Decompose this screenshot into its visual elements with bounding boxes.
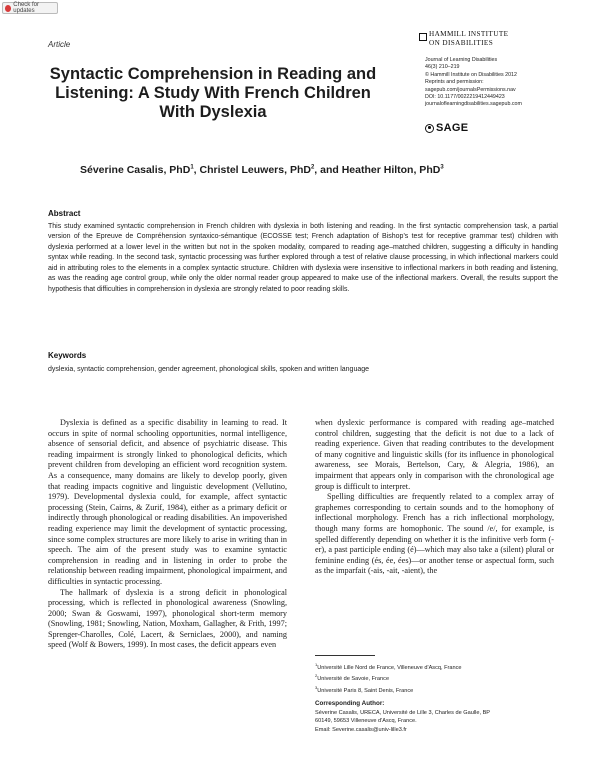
affiliation-footnotes (315, 661, 565, 695)
author-separator: , (193, 164, 200, 176)
update-icon (5, 5, 11, 12)
sage-circle-icon (425, 124, 434, 133)
publisher-logo (429, 30, 569, 47)
journal-info (425, 57, 575, 109)
check-for-updates-label: Check for updates (13, 2, 39, 14)
author-affiliation-mark: 2 (310, 164, 315, 171)
footnote-divider (315, 655, 375, 656)
keywords-text: dyslexia, syntactic comprehension, gender agreement, phonological skills, spoken and written language (48, 366, 370, 373)
publisher-line: HAMMILL INSTITUTE (429, 30, 509, 38)
doi[interactable]: DOI: 10.1177/0022219412449423 (425, 94, 505, 101)
footnote (315, 672, 565, 683)
journal-url[interactable]: journaloflearningdisabilities.sagepub.com (425, 101, 522, 108)
sage-logo-text: SAGE (436, 122, 469, 134)
footnote-text: Université Lille Nord de France, Villeneuve d'Ascq, France (317, 664, 462, 671)
corresponding-address: 60149, 59653 Villeneuve d'Ascq, France. (315, 718, 417, 725)
author-affiliation-mark: 1 (190, 164, 194, 171)
body-paragraph: The hallmark of dyslexia is a strong deficit in phonological processing, which is reflected in phonological awareness (Snowling, 2000; Swan & Goswami, 1997), phonological short-term memory (Snowling, 1981; Snowling, Nation, Moxham, Gallagher, & Frith, 1997; Sprenger-Charolles, Colé, Lacert, & Serniclaes, 2000), and naming speed (Wolf & Bowers, 1999). In most cases, the deficit appears even (48, 587, 287, 650)
corresponding-author (315, 700, 575, 734)
body-column-right (315, 418, 554, 577)
footnote (315, 661, 565, 672)
publisher-line: ON DISABILITIES (429, 38, 494, 47)
author-separator: , and (314, 164, 342, 176)
author-name: Christel Leuwers, PhD (199, 164, 311, 176)
footnote-number: 3 (315, 684, 318, 690)
permissions-link[interactable]: sagepub.com/journalsPermissions.nav (425, 86, 516, 93)
sage-logo (425, 122, 468, 134)
body-paragraph: when dyslexic performance is compared with reading age–matched control children, suggesting that the deficit is not due to a lack of reading experience. Given that reading contributes to the development of many cognitive and linguistic skills (for its influence in phonological awareness, see Morais, Bertelson, Cary, & Alegria, 1986), an impairment that appears only in comparison with the chronological age group is difficult to interpret. (315, 418, 554, 491)
journal-volume: 46(3) 210–219 (425, 64, 460, 71)
corresponding-author-heading: Corresponding Author: (315, 700, 385, 707)
journal-name: Journal of Learning Disabilities (425, 57, 498, 63)
footnote-number: 1 (315, 662, 318, 667)
footnote-text: Université de Savoie, France (317, 676, 390, 683)
author-name: Séverine Casalis, PhD (80, 164, 191, 176)
publisher-mark-icon (419, 33, 427, 41)
copyright: © Hammill Institute on Disabilities 2012 (425, 71, 517, 78)
footnote (315, 684, 565, 695)
author-name: Heather Hilton, PhD (341, 164, 441, 176)
abstract-heading: Abstract (48, 209, 81, 218)
author-list (80, 164, 560, 176)
article-type-label: Article (48, 40, 71, 49)
corresponding-email[interactable]: Email: Severine.casalis@univ-lille3.fr (315, 726, 407, 733)
abstract-text: This study examined syntactic comprehension in French children with dyslexia in both listening and reading. In the first syntactic comprehension task, a partial version of the Epreuve de Compréhension syntaxico-sémantique (ECOSSE test; French adaptation of Bishop's test for receptive grammar test) children with dyslexia performed at a lower level in the written but not in the spoken modality, compared to reading age–matched children, suggesting a difficulty in handling syntax while reading. In the second task, syntactic processing was further explored through a test of relative clause processing, in which inflectional markers could aid in attributing roles to the elements in a complex syntactic structure. Children with dyslexia were insensitive to inflectional markers in both reading and listening, as was the reading age control group, while only the older normal reader group appeared to make use of the inflectional markers. Overall, the results support the hypothesis that difficulties in comprehension in dyslexia are strongly related to poor reading skills. (48, 223, 558, 293)
author-affiliation-mark: 3 (440, 164, 444, 171)
check-for-updates-badge[interactable] (2, 2, 58, 14)
body-column-left (48, 418, 287, 651)
body-paragraph: Spelling difficulties are frequently related to a complex array of graphemes corresponding to certain sounds and to the homophony of inflectional morphology. French has a rich inflectional morphology, though many forms are homophonic. The sound /e/, for example, is spelled differently depending on whether it is the infinitive verb form (-er), a past participle ending (é)—which may also take a (silent) plural or feminine ending (és, ée, ées)—or another tense or aspectual form, such as the imparfait (-ais, -ait, -aient), the (315, 492, 554, 576)
keywords-heading: Keywords (48, 351, 87, 360)
body-paragraph: Dyslexia is defined as a specific disability in learning to read. It occurs in spite of normal schooling opportunities, normal intelligence, absence of sensorial deficit, and absence of psychiatric disease. This reading impairment is strongly linked to phonological deficits, which prevent children from developing an efficient word recognition system. As a consequence, many domains are likely to develop poorly, given that reading impacts cognitive and linguistic development (Vellutino, 1979). Developmental dyslexia could, for example, affect syntactic processing (Stein, Cairns, & Zurif, 1984), either as a primary deficit or indirectly through phonological or reading disabilities. An impoverished reading experience may limit the development of syntactic processing, since some complex structures are more likely to arise in writing than in speech. The aim of the present study was to examine syntactic comprehension in reading and in listening in order to probe the relationship between reading impairment, phonological impairment, and difficulties in syntactic processing. (48, 418, 287, 586)
article-title: Syntactic Comprehension in Reading and Listening: A Study With French Children With Dyslexia (49, 65, 377, 121)
footnote-number: 2 (315, 673, 318, 679)
reprints-label: Reprints and permission: (425, 79, 484, 86)
corresponding-address: Séverine Casalis, URECA, Université de Lille 3, Charles de Gaulle, BP (315, 709, 491, 716)
footnote-text: Université Paris 8, Saint Denis, France (317, 687, 414, 694)
